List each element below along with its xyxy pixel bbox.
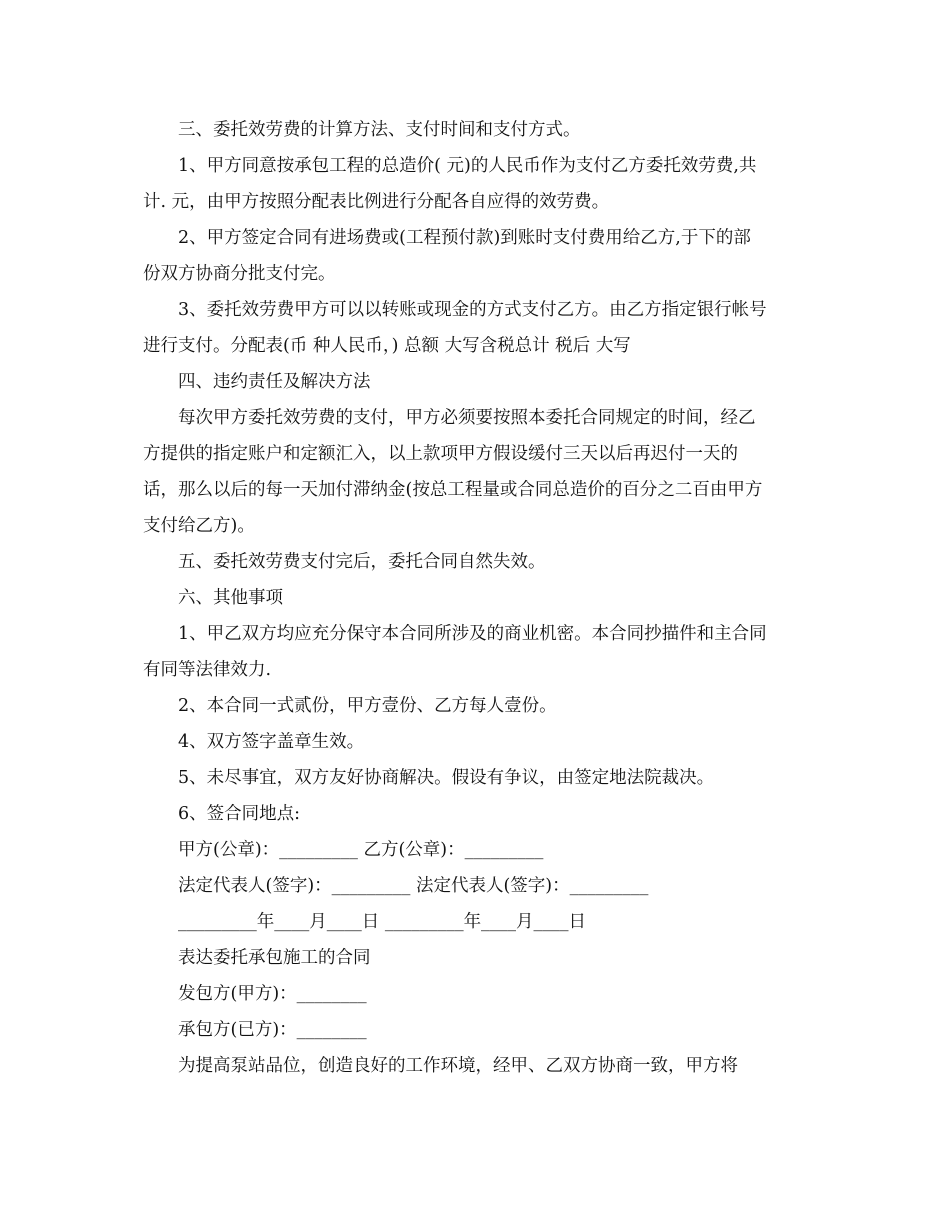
paragraph-line: 1、甲乙双方均应充分保守本合同所涉及的商业机密。本合同抄描件和主合同: [178, 624, 767, 644]
paragraph-line: 计. 元，由甲方按照分配表比例进行分配各自应得的效劳费。: [143, 192, 610, 212]
paragraph-line: 5、未尽事宜，双方友好协商解决。假设有争议，由签定地法院裁决。: [178, 768, 715, 788]
section-heading-other: 六、其他事项: [178, 588, 283, 608]
section-heading-payment: 三、委托效劳费的计算方法、支付时间和支付方式。: [178, 120, 581, 140]
paragraph-line: 方提供的指定账户和定额汇入，以上款项甲方假设缓付三天以后再迟付一天的: [143, 444, 738, 464]
representative-signature-line: 法定代表人(签字)：_________ 法定代表人(签字)：_________: [178, 876, 649, 896]
contract-title: 表达委托承包施工的合同: [178, 948, 371, 968]
party-a-line: 发包方(甲方)：________: [178, 984, 367, 1004]
section-heading-termination: 五、委托效劳费支付完后，委托合同自然失效。: [178, 552, 546, 572]
seal-signature-line: 甲方(公章)：_________ 乙方(公章)：_________: [178, 840, 544, 860]
party-b-line: 承包方(已方)：________: [178, 1020, 367, 1040]
paragraph-line: 3、委托效劳费甲方可以以转账或现金的方式支付乙方。由乙方指定银行帐号: [178, 300, 767, 320]
paragraph-line: 进行支付。分配表(币 种人民币，) 总额 大写含税总计 税后 大写: [143, 336, 631, 356]
section-heading-breach: 四、违约责任及解决方法: [178, 372, 371, 392]
paragraph-line: 2、甲方签定合同有进场费或(工程预付款)到账时支付费用给乙方,于下的部: [178, 228, 751, 248]
paragraph-line: 支付给乙方)。: [143, 516, 255, 536]
paragraph-line: 2、本合同一式贰份，甲方壹份、乙方每人壹份。: [178, 696, 557, 716]
paragraph-line: 1、甲方同意按承包工程的总造价( 元)的人民币作为支付乙方委托效劳费,共: [178, 156, 757, 176]
paragraph-line: 份双方协商分批支付完。: [143, 264, 336, 284]
paragraph-line: 话，那么以后的每一天加付滞纳金(按总工程量或合同总造价的百分之二百由甲方: [143, 480, 763, 500]
paragraph-line: 为提高泵站品位，创造良好的工作环境，经甲、乙双方协商一致，甲方将: [178, 1056, 738, 1076]
document-body: [143, 112, 811, 1084]
paragraph-line: 每次甲方委托效劳费的支付，甲方必须要按照本委托合同规定的时间，经乙: [178, 408, 756, 428]
contract-location-line: 6、签合同地点:: [178, 804, 301, 824]
date-line: _________年____月____日 _________年____月____日: [178, 912, 587, 932]
paragraph-line: 有同等法律效力.: [143, 660, 272, 680]
paragraph-line: 4、双方签字盖章生效。: [178, 732, 365, 752]
